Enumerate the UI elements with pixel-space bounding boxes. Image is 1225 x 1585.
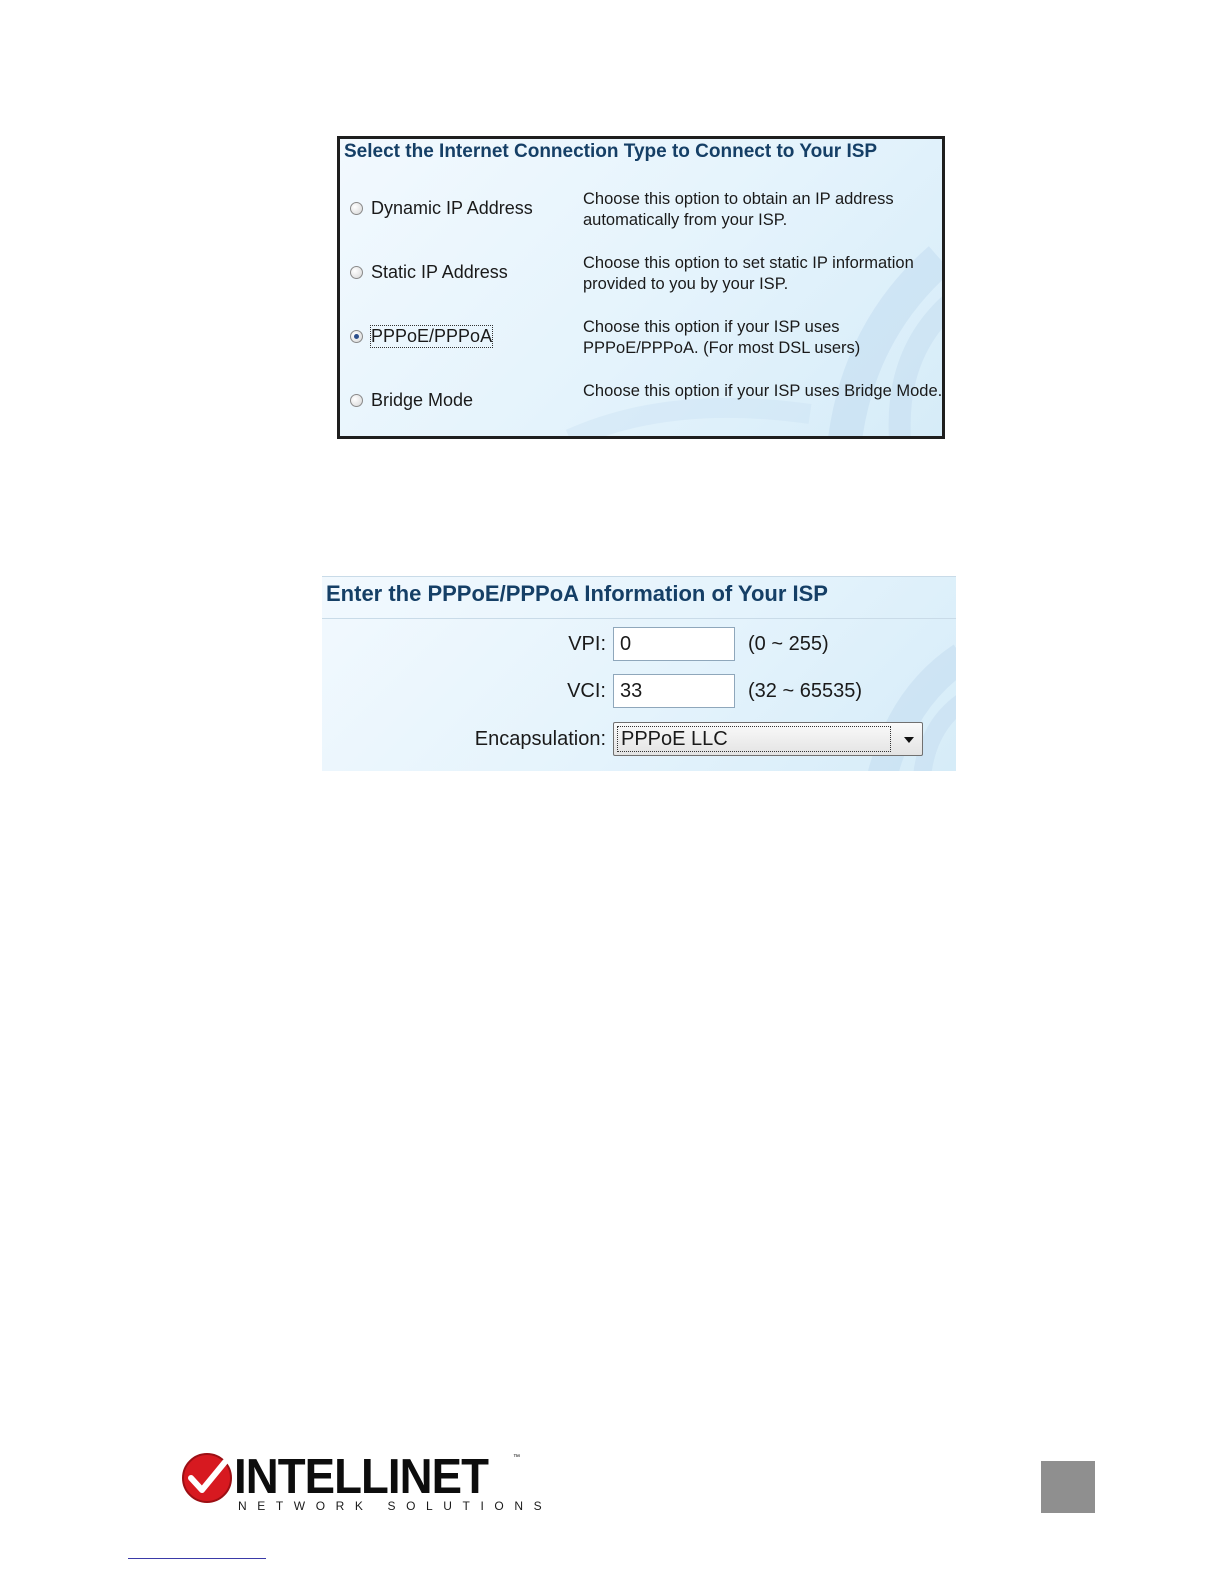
title-divider (322, 618, 956, 619)
dynamic-ip-label[interactable]: Dynamic IP Address (371, 198, 533, 218)
option-pppoe (340, 319, 940, 365)
connection-type-title: Select the Internet Connection Type to Connect to Your ISP (344, 141, 878, 162)
chevron-down-icon[interactable] (904, 737, 914, 743)
bridge-mode-label[interactable]: Bridge Mode (371, 390, 474, 410)
page-number-block (1041, 1461, 1095, 1513)
pppoe-description: Choose this option if your ISP uses PPPoE/PPPoA. (For most DSL users) (583, 318, 861, 357)
vpi-range: (0 ~ 255) (748, 633, 829, 655)
vpi-label: VPI: (568, 633, 606, 655)
encapsulation-selected-value: PPPoE LLC (617, 726, 891, 752)
logo-wordmark: INTELLINET (234, 1450, 488, 1504)
bridge-mode-description: Choose this option if your ISP uses Bridge Mode. (583, 382, 943, 400)
intellinet-logo (181, 1450, 553, 1516)
static-ip-description: Choose this option to set static IP information provided to you by your ISP. (583, 254, 914, 293)
logo-tagline: NETWORK SOLUTIONS (238, 1499, 553, 1513)
pppoe-info-title: Enter the PPPoE/PPPoA Information of Your ISP (326, 581, 828, 606)
connection-type-panel (337, 136, 945, 439)
pppoe-radio[interactable] (350, 330, 363, 343)
vpi-input[interactable] (613, 627, 735, 661)
checkmark-icon (181, 1452, 235, 1506)
option-static-ip (340, 255, 940, 301)
option-bridge-mode (340, 382, 943, 429)
static-ip-radio[interactable] (350, 266, 363, 279)
vci-input[interactable] (613, 674, 735, 708)
footer-divider (128, 1558, 266, 1559)
vci-range: (32 ~ 65535) (748, 680, 862, 702)
dynamic-ip-description: Choose this option to obtain an IP address automatically from your ISP. (583, 190, 894, 229)
encapsulation-label: Encapsulation: (474, 728, 606, 750)
vci-label: VCI: (567, 680, 606, 702)
dynamic-ip-radio[interactable] (350, 202, 363, 215)
bridge-mode-radio[interactable] (350, 394, 363, 407)
encapsulation-select[interactable] (613, 722, 923, 756)
logo-trademark: ™ (513, 1454, 520, 1461)
option-dynamic-ip (340, 191, 940, 237)
pppoe-info-panel (322, 576, 956, 771)
pppoe-label[interactable]: PPPoE/PPPoA (371, 326, 493, 346)
static-ip-label[interactable]: Static IP Address (371, 262, 508, 282)
